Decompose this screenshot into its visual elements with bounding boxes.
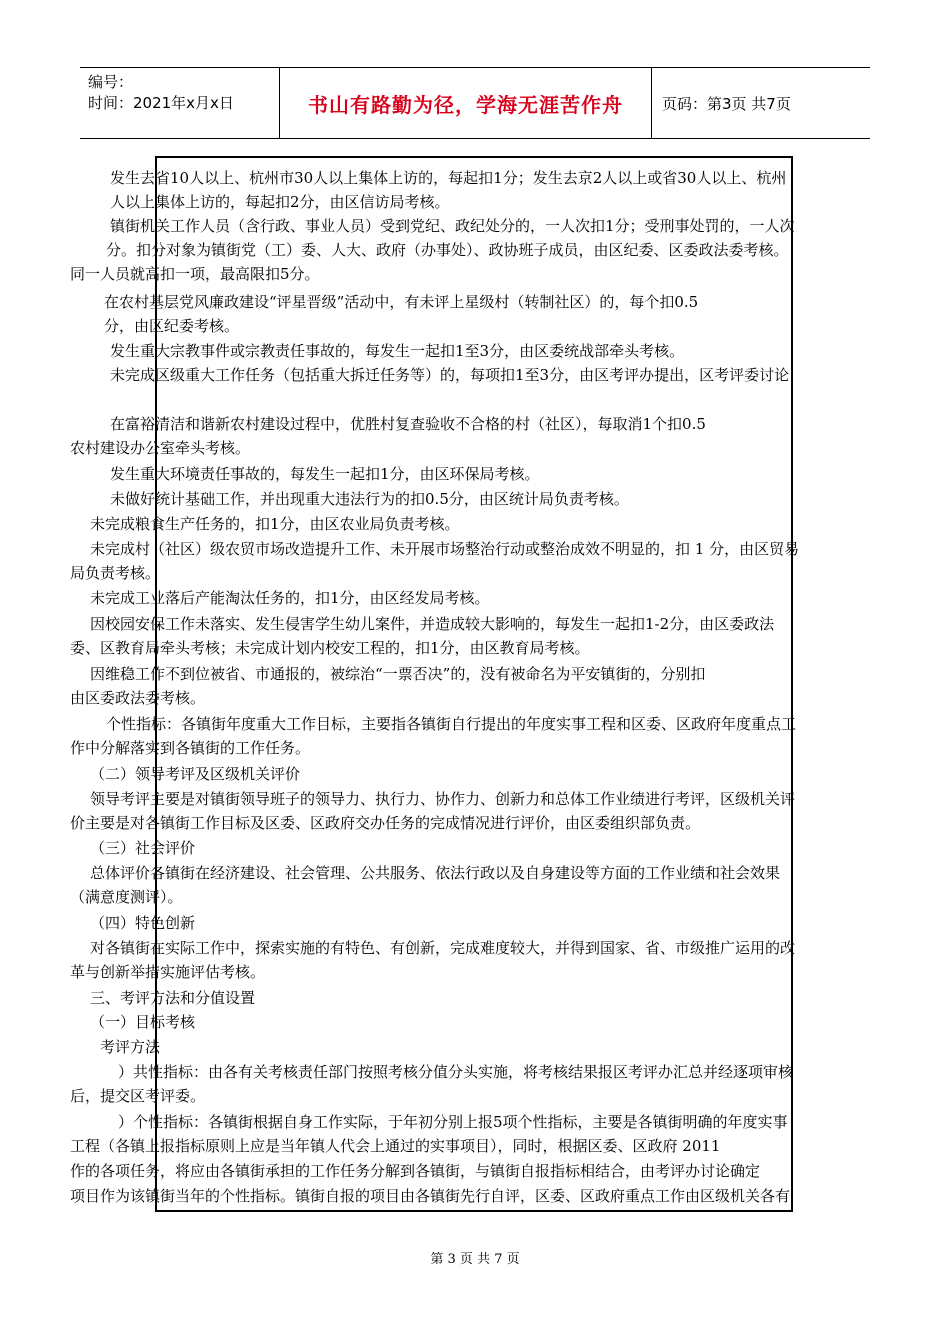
- body-line: 价主要是对各镇街工作目标及区委、区政府交办任务的完成情况进行评价，由区委组织部负责。: [70, 814, 701, 832]
- body-line: 在富裕清洁和谐新农村建设过程中，优胜村复查验收不合格的村（社区），每取消1个扣0.5: [110, 415, 706, 433]
- section-heading: 三、考评方法和分值设置: [90, 989, 256, 1007]
- body-line: （满意度测评）。: [70, 888, 183, 906]
- body-line: 未完成村（社区）级农贸市场改造提升工作、未开展市场整治行动或整治成效不明显的，扣 1 分，由区贸易: [90, 540, 800, 558]
- body-line: 分，由区纪委考核。: [104, 317, 240, 335]
- body-line: 因维稳工作不到位被省、市通报的，被综治“一票否决”的，没有被命名为平安镇街的，分别扣: [90, 665, 706, 683]
- body-line: 作的各项任务，将应由各镇街承担的工作任务分解到各镇街，与镇街自报指标相结合，由考评办讨论确定: [70, 1162, 761, 1180]
- body-line: 发生重大环境责任事故的，每发生一起扣1分，由区环保局考核。: [110, 465, 540, 483]
- document-number: 编号：: [88, 73, 134, 91]
- body-line: 未完成区级重大工作任务（包括重大拆迁任务等）的，每项扣1至3分，由区考评办提出，区考评委讨论: [110, 366, 790, 384]
- header-page-number: 页码：第3页 共7页: [662, 94, 791, 113]
- page-footer: 第 3 页 共 7 页: [430, 1252, 520, 1267]
- body-line: 领导考评主要是对镇街领导班子的领导力、执行力、协作力、创新力和总体工作业绩进行考评，区级机关评: [90, 790, 796, 808]
- body-line: 未完成粮食生产任务的，扣1分，由区农业局负责考核。: [90, 515, 460, 533]
- body-line: 由区委政法委考核。: [70, 689, 206, 707]
- body-line: 分。扣分对象为镇街党（工）委、人大、政府（办事处）、政协班子成员，由区纪委、区委政法委考核。: [106, 241, 789, 259]
- body-line: 委、区教育局牵头考核；未完成计划内校安工程的，扣1分，由区教育局考核。: [70, 639, 590, 657]
- body-line: 局负责考核。: [70, 564, 161, 582]
- body-line: 在农村基层党风廉政建设“评星晋级”活动中，有未评上星级村（转制社区）的，每个扣0.5: [104, 293, 699, 311]
- section-heading: （二）领导考评及区级机关评价: [90, 765, 301, 783]
- motto-text: 书山有路勤为径，学海无涯苦作舟: [308, 92, 623, 117]
- body-line: 作中分解落实到各镇街的工作任务。: [70, 739, 311, 757]
- body-line: 总体评价各镇街在经济建设、社会管理、公共服务、依法行政以及自身建设等方面的工作业绩和社会效果: [90, 864, 781, 882]
- document-date: 时间：2021年x月x日: [88, 94, 234, 112]
- body-line: 农村建设办公室牵头考核。: [70, 439, 251, 457]
- body-line: ）个性指标：各镇街根据自身工作实际，于年初分别上报5项个性指标，主要是各镇街明确的年度实事: [118, 1113, 788, 1131]
- body-line: 发生重大宗教事件或宗教责任事故的，每发生一起扣1至3分，由区委统战部牵头考核。: [110, 342, 685, 360]
- body-line: 未做好统计基础工作，并出现重大违法行为的扣0.5分，由区统计局负责考核。: [110, 490, 629, 508]
- body-line: 未完成工业落后产能淘汰任务的，扣1分，由区经发局考核。: [90, 589, 490, 607]
- body-line: 项目作为该镇街当年的个性指标。镇街自报的项目由各镇街先行自评，区委、区政府重点工作由区级机关各有: [70, 1187, 791, 1205]
- subheading: 考评方法: [100, 1038, 161, 1056]
- body-line: 镇街机关工作人员（含行政、事业人员）受到党纪、政纪处分的，一人次扣1分；受刑事处罚的，一人次: [110, 217, 795, 235]
- body-line: 后，提交区考评委。: [70, 1087, 206, 1105]
- body-line: 人以上集体上访的，每起扣2分，由区信访局考核。: [110, 193, 450, 211]
- body-line: 因校园安保工作未落实、发生侵害学生幼儿案件，并造成较大影响的，每发生一起扣1-2分，由区委政法: [90, 615, 775, 633]
- section-heading: （一）目标考核: [90, 1013, 196, 1031]
- body-line: 发生去省10人以上、杭州市30人以上集体上访的，每起扣1分；发生去京2人以上或省30人以上、杭州: [110, 169, 787, 187]
- body-line: 同一人员就高扣一项，最高限扣5分。: [70, 265, 320, 283]
- section-heading: （四）特色创新: [90, 914, 196, 932]
- body-line: ）共性指标：由各有关考核责任部门按照考核分值分头实施，将考核结果报区考评办汇总并经逐项审核: [118, 1063, 794, 1081]
- section-heading: （三）社会评价: [90, 839, 196, 857]
- body-line: 革与创新举措实施评估考核。: [70, 963, 266, 981]
- body-line: 工程（各镇上报指标原则上应是当年镇人代会上通过的实事项目），同时，根据区委、区政府 2011: [70, 1137, 721, 1155]
- body-line: 对各镇街在实际工作中，探索实施的有特色、有创新，完成难度较大，并得到国家、省、市级推广运用的改: [90, 939, 796, 957]
- body-line: 个性指标：各镇街年度重大工作目标，主要指各镇街自行提出的年度实事工程和区委、区政府年度重点工: [106, 715, 797, 733]
